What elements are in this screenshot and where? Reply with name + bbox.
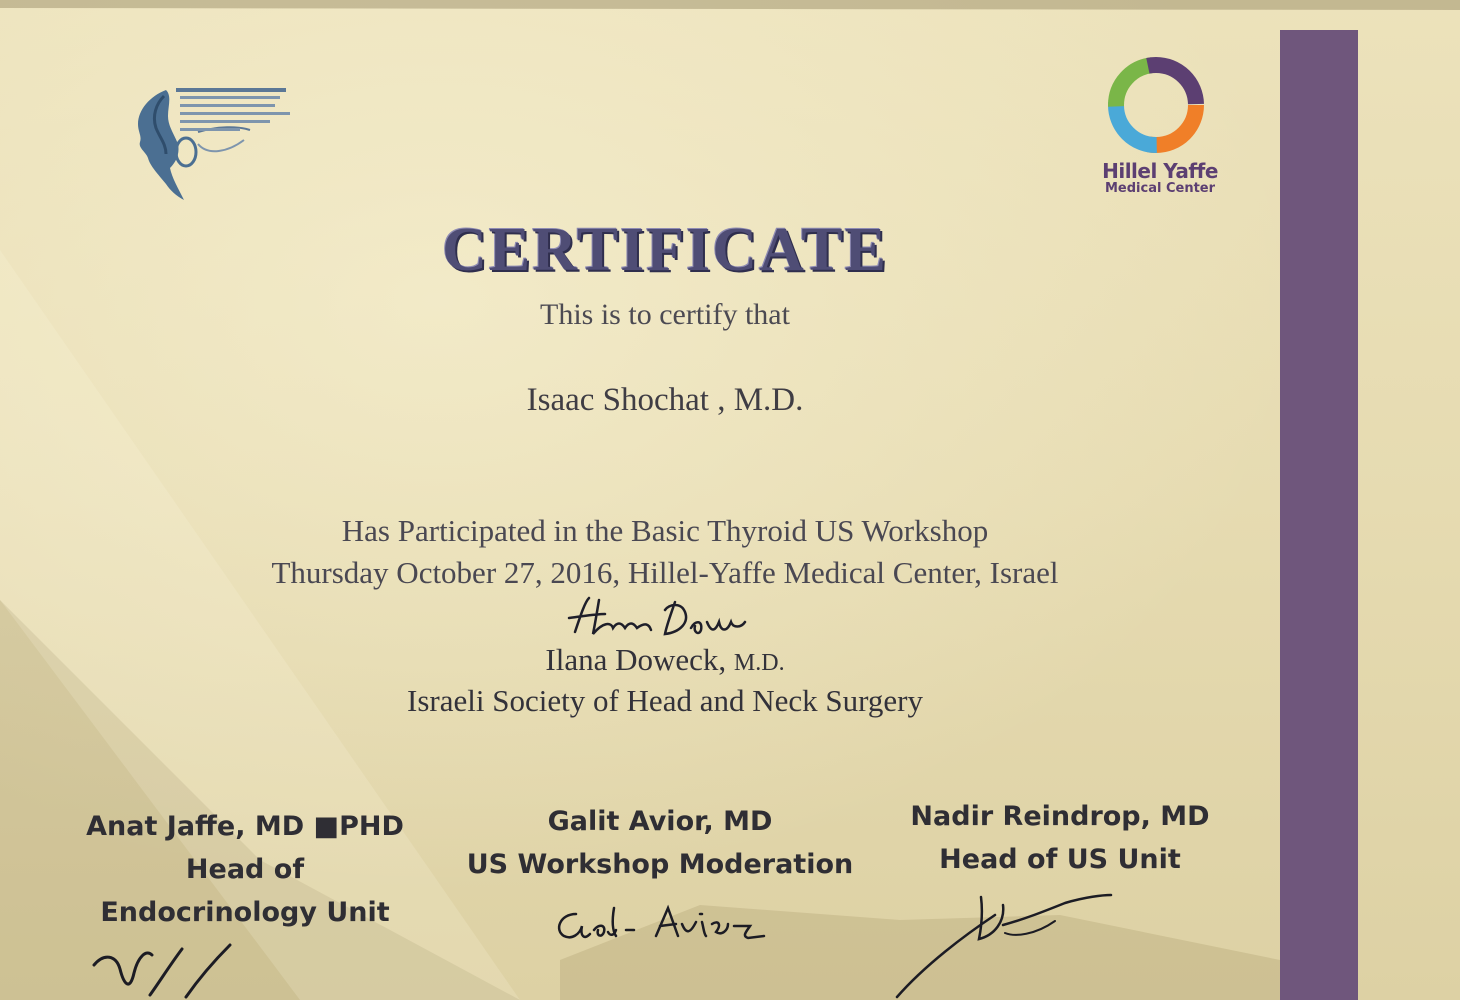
main-signatory-organization: Israeli Society of Head and Neck Surgery bbox=[407, 683, 923, 718]
signatory-us-unit bbox=[880, 795, 1240, 881]
hospital-ring-icon bbox=[1106, 55, 1206, 155]
endocrinology-signature bbox=[90, 935, 260, 1000]
signatory-name: Nadir Reindrop, MD bbox=[910, 801, 1210, 832]
signatory-name: Galit Avior, MD bbox=[547, 806, 773, 837]
signatory-role: US Workshop Moderation bbox=[466, 849, 854, 880]
signatory-role-line2: Endocrinology Unit bbox=[100, 897, 390, 928]
hospital-subtitle: Medical Center bbox=[1104, 181, 1216, 196]
main-signature bbox=[555, 592, 755, 642]
participation-text: Has Participated in the Basic Thyroid US Workshop bbox=[341, 513, 989, 548]
signatory-endocrinology bbox=[70, 805, 420, 934]
certify-intro: This is to certify that bbox=[540, 298, 790, 331]
main-signatory-name-text: Ilana Doweck, bbox=[545, 642, 727, 677]
us-unit-signature bbox=[885, 885, 1125, 1000]
hospital-name: Hillel Yaffe bbox=[1102, 159, 1218, 183]
signatory-name: Anat Jaffe, MD ■PHD bbox=[86, 811, 404, 842]
certificate-title: CERTIFICATE bbox=[442, 216, 888, 284]
signatory-role: Head of bbox=[185, 854, 305, 885]
signatory-role: Head of US Unit bbox=[939, 844, 1181, 875]
society-logo-icon bbox=[128, 82, 298, 207]
signatory-moderator bbox=[455, 800, 865, 886]
main-signatory-name bbox=[0, 642, 1330, 678]
recipient-name: Isaac Shochat , M.D. bbox=[526, 382, 804, 418]
event-date-location: Thursday October 27, 2016, Hillel-Yaffe Medical Center, Israel bbox=[271, 555, 1059, 590]
main-signatory-suffix: M.D. bbox=[733, 650, 785, 676]
hospital-logo bbox=[1090, 55, 1230, 200]
moderator-signature bbox=[550, 900, 780, 950]
